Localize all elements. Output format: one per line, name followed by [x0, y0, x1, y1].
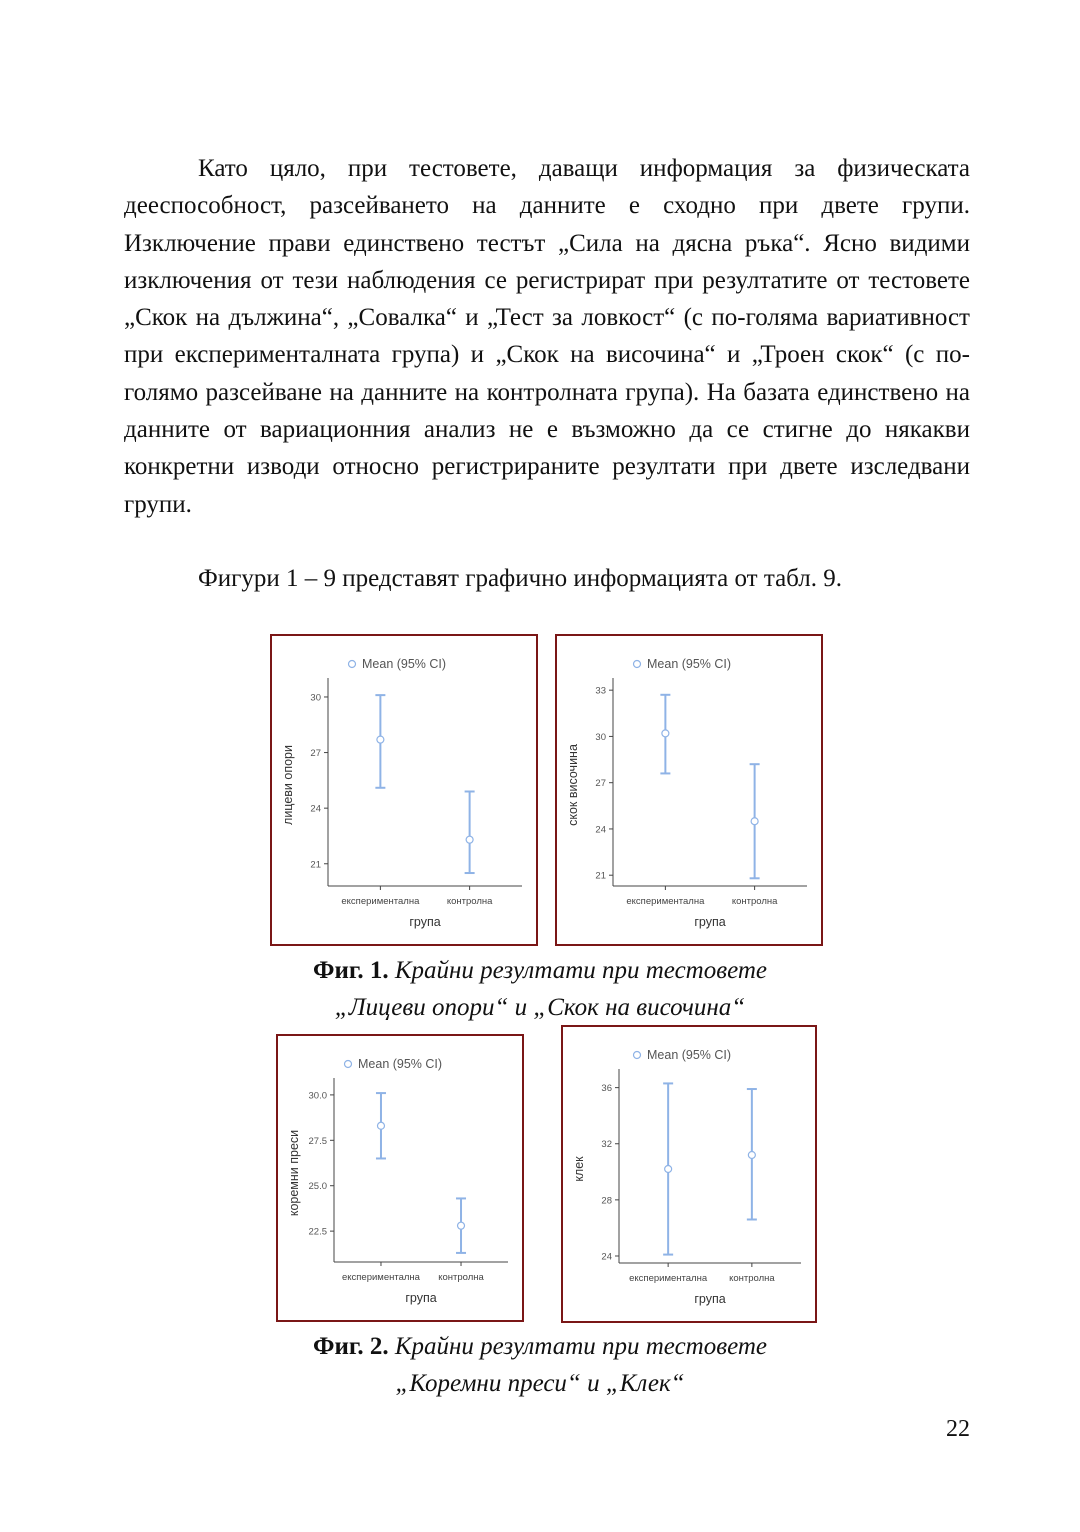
y-axis-label: клек [572, 1156, 586, 1182]
y-tick-label: 24 [601, 1251, 612, 1263]
mean-point [748, 1151, 755, 1158]
y-axis-label: скок височина [566, 744, 580, 826]
y-tick-label: 28 [601, 1195, 612, 1207]
y-tick-label: 27.5 [308, 1135, 327, 1147]
x-tick-label: експериментална [341, 1272, 420, 1283]
y-axis-label: коремни преси [287, 1129, 301, 1217]
y-tick-label: 32 [601, 1139, 612, 1151]
mean-point [458, 1222, 465, 1229]
mean-point [377, 736, 384, 743]
x-tick-label: експериментална [626, 896, 705, 907]
figure-1-caption-line1: Крайни резултати при тестовете [394, 957, 767, 984]
y-axis-label: лицеви опори [281, 745, 295, 825]
legend-label: Mean (95% CI) [647, 1048, 732, 1062]
chart-koremni-presi [278, 1036, 522, 1320]
y-tick-label: 30 [595, 731, 606, 743]
y-tick-label: 36 [601, 1083, 612, 1095]
y-tick-label: 22.5 [308, 1226, 327, 1238]
figure-1-left-chart [270, 634, 538, 946]
y-tick-label: 30.0 [308, 1090, 327, 1102]
x-axis-label: група [405, 1291, 437, 1305]
figure-2-caption-line2: „Коремни преси“ и „Клек“ [395, 1370, 685, 1397]
figure-2-right-chart [561, 1025, 817, 1323]
mean-point [751, 818, 758, 825]
x-tick-label: контролна [438, 1272, 484, 1283]
y-tick-label: 24 [310, 803, 321, 815]
chart-klek [563, 1027, 815, 1321]
figure-1-caption-line2: „Лицеви опори“ и „Скок на височина“ [334, 994, 746, 1021]
x-axis-label: група [694, 1292, 726, 1306]
figure-2-caption [0, 1328, 1080, 1402]
body-paragraph-1: Като цяло, при тестовете, даващи информация за физическата дееспособност, разсейването на данните е сходно при двете групи. Изключение прави единствено тестът „Сила на дясна ръка“. Ясно видими изключения от тези наблюдения се регистрират при резултатите от тестовете „Скок на дължина“, „Совалка“ и „Тест за ловкост“ (с по-голяма вариативност при експерименталната група) и „Скок на височина“ и „Троен скок“ (с по-голямо разсейване на данните на контролната група). На базата единствено на данните от вариационния анализ не е възможно да се стигне до някакви конкретни изводи относно регистрираните резултати при двете изследвани групи. [124, 155, 970, 518]
figure-2-label: Фиг. 2. [312, 1333, 389, 1360]
mean-point [377, 1122, 384, 1129]
x-tick-label: контролна [446, 896, 493, 907]
legend-marker [634, 661, 641, 668]
y-tick-label: 24 [595, 824, 606, 836]
mean-point [466, 836, 473, 843]
y-tick-label: 27 [595, 778, 606, 790]
x-tick-label: експериментална [629, 1273, 708, 1284]
x-axis-label: група [694, 915, 726, 929]
chart-skok-visochina [557, 636, 821, 944]
figure-2-caption-line1: Крайни резултати при тестовете [394, 1333, 767, 1360]
legend-marker [345, 1061, 352, 1068]
legend-marker [634, 1052, 641, 1059]
mean-point [665, 1166, 672, 1173]
x-tick-label: контролна [729, 1273, 775, 1284]
legend-marker [349, 661, 356, 668]
y-tick-label: 30 [310, 692, 321, 704]
mean-point [662, 730, 669, 737]
legend-label: Mean (95% CI) [647, 657, 732, 671]
legend-label: Mean (95% CI) [358, 1057, 443, 1071]
figure-1-label: Фиг. 1. [312, 957, 389, 984]
body-paragraph-2: Фигури 1 – 9 представят графично информацията от табл. 9. [198, 565, 842, 592]
page-number: 22 [946, 1416, 970, 1442]
y-tick-label: 21 [595, 870, 606, 882]
figure-1-right-chart [555, 634, 823, 946]
x-tick-label: експериментална [341, 896, 420, 907]
y-tick-label: 27 [310, 748, 321, 760]
x-tick-label: контролна [731, 896, 778, 907]
y-tick-label: 21 [310, 859, 321, 871]
figure-1-caption [0, 952, 1080, 1026]
legend-label: Mean (95% CI) [362, 657, 447, 671]
figure-2-left-chart [276, 1034, 524, 1322]
y-tick-label: 33 [595, 685, 606, 697]
x-axis-label: група [409, 915, 441, 929]
y-tick-label: 25.0 [308, 1181, 327, 1193]
chart-lytsevi-opori [272, 636, 536, 944]
